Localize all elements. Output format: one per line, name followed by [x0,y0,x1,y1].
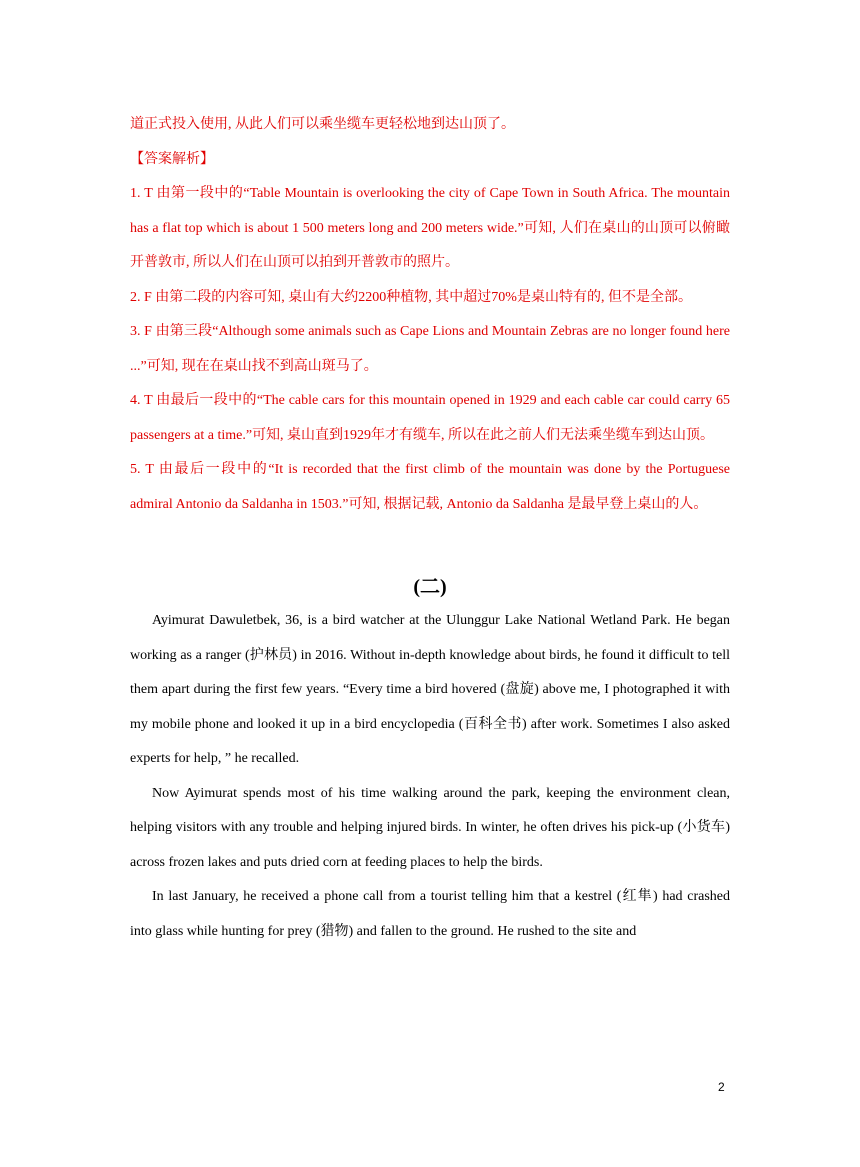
section-title: (二) [413,576,447,598]
passage-paragraph-3: In last January, he received a phone call from a tourist telling him that a kestrel (红隼) had crashed into glass while hunting for prey (猎物) and fallen to the ground. He rushed to the site and [130,889,730,939]
answer-analysis-heading: 【答案解析】 [130,151,214,167]
section-spacer [130,522,730,570]
answer-item-5: 5. T 由最后一段中的“It is recorded that the first climb of the mountain was done by the Portuguese admiral Antonio da Saldanha in 1503.”可知, 根据记载, Antonio da Saldanha 是最早登上桌山的人。 [130,462,730,512]
document-page [130,108,730,949]
answer-item-1: 1. T 由第一段中的“Table Mountain is overlooking the city of Cape Town in South Africa. The mountain has a flat top which is about 1 500 meters long and 200 meters wide.”可知, 人们在桌山的山顶可以俯瞰开普敦市, 所以人们在山顶可以拍到开普敦市的照片。 [130,186,730,270]
answer-item-4: 4. T 由最后一段中的“The cable cars for this mountain opened in 1929 and each cable car could carry 65 passengers at a time.”可知, 桌山直到1929年才有缆车, 所以在此之前人们无法乘坐缆车到达山顶。 [130,393,730,443]
page-number: 2 [718,1080,725,1094]
passage-paragraph-1: Ayimurat Dawuletbek, 36, is a bird watcher at the Ulunggur Lake National Wetland Park. He began working as a ranger (护林员) in 2016. Without in-depth knowledge about birds, he found it difficult to tell them apart during the first few years. “Every time a bird hovered (盘旋) above me, I photographed it with my mobile phone and looked it up in a bird encyclopedia (百科全书) after work. Sometimes I also asked experts for help, ” he recalled. [130,613,730,766]
answer-continuation: 道正式投入使用, 从此人们可以乘坐缆车更轻松地到达山顶了。 [130,117,515,132]
answer-item-3: 3. F 由第三段“Although some animals such as Cape Lions and Mountain Zebras are no longer found here ...”可知, 现在在桌山找不到高山斑马了。 [130,324,730,374]
answer-item-2: 2. F 由第二段的内容可知, 桌山有大约2200种植物, 其中超过70%是桌山特有的, 但不是全部。 [130,289,692,305]
passage-paragraph-2: Now Ayimurat spends most of his time walking around the park, keeping the environment clean, helping visitors with any trouble and helping injured birds. In winter, he often drives his pick-up (小货车) across frozen lakes and puts dried corn at feeding places to help the birds. [130,785,730,870]
